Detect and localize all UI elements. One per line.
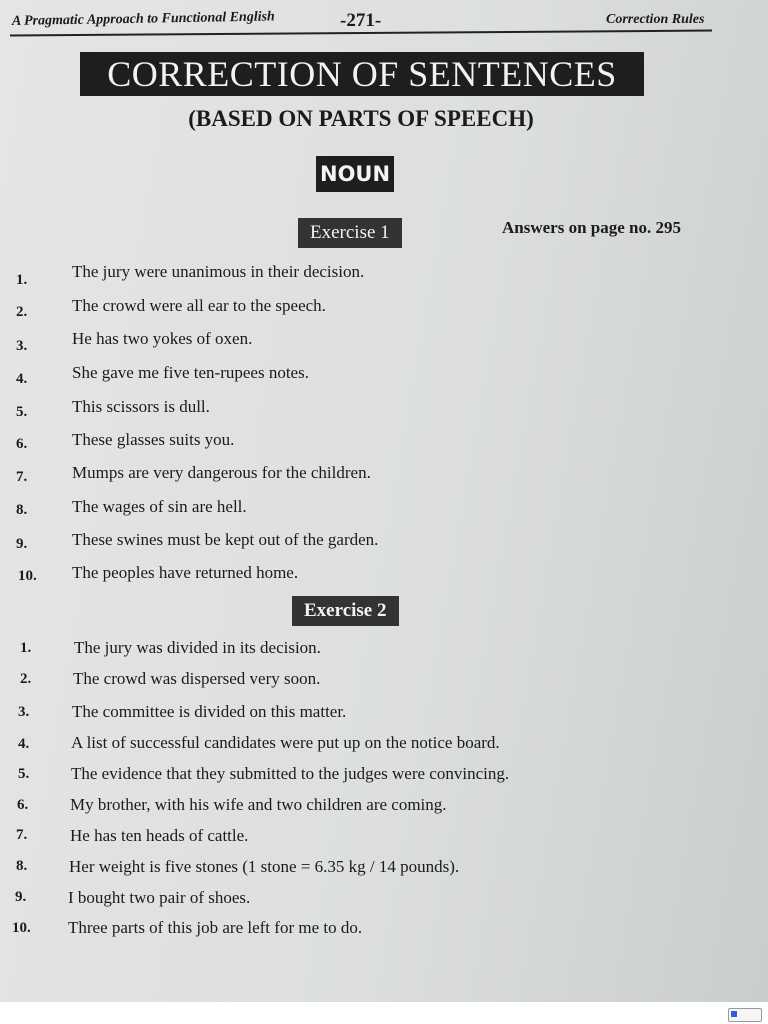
ex1-item-text: This scissors is dull. xyxy=(72,397,210,416)
ex1-item-text: Mumps are very dangerous for the children. xyxy=(72,463,371,482)
ex2-item-text: The evidence that they submitted to the judges were convincing. xyxy=(71,764,510,783)
page-subtitle: (BASED ON PARTS OF SPEECH) xyxy=(188,106,534,131)
ex2-item-text: Three parts of this job are left for me to do. xyxy=(68,918,363,937)
scanner-logo-icon xyxy=(728,1008,762,1022)
ex2-item-text: I bought two pair of shoes. xyxy=(68,888,251,907)
ex2-item-number: 8. xyxy=(16,858,28,874)
book-title: A Pragmatic Approach to Functional English xyxy=(11,9,275,29)
ex2-item-text: The committee is divided on this matter. xyxy=(72,702,347,721)
ex1-item-number: 1. xyxy=(16,272,28,288)
ex1-item-number: 3. xyxy=(16,338,28,354)
ex1-item-text: He has two yokes of oxen. xyxy=(72,329,253,348)
ex1-item-text: The jury were unanimous in their decision. xyxy=(72,262,365,281)
ex1-item-number: 6. xyxy=(16,436,28,452)
ex1-item-number: 7. xyxy=(16,469,28,485)
page-title: CORRECTION OF SENTENCES xyxy=(80,52,644,96)
ex2-item-number: 3. xyxy=(18,704,30,720)
ex2-item-number: 4. xyxy=(18,736,30,752)
ex1-item-text: The peoples have returned home. xyxy=(72,563,299,582)
ex2-item-text: Her weight is five stones (1 stone = 6.35 kg / 14 pounds). xyxy=(69,857,460,876)
answers-note: Answers on page no. 295 xyxy=(502,218,681,237)
ex1-item-number: 9. xyxy=(16,536,28,552)
ex1-item-text: She gave me five ten-rupees notes. xyxy=(72,363,309,382)
ex1-item-text: The wages of sin are hell. xyxy=(72,497,247,516)
ex2-item-number: 9. xyxy=(15,889,27,905)
ex1-item-number: 10. xyxy=(18,568,37,584)
ex2-item-number: 10. xyxy=(12,920,31,936)
ex1-item-number: 8. xyxy=(16,502,28,518)
scan-footer xyxy=(0,1002,768,1024)
ex1-item-number: 4. xyxy=(16,371,28,387)
page-number: -271- xyxy=(340,10,382,31)
ex1-item-text: These swines must be kept out of the garden. xyxy=(72,530,379,549)
ex2-item-number: 6. xyxy=(17,797,29,813)
ex1-item-number: 5. xyxy=(16,404,28,420)
ex2-item-number: 1. xyxy=(20,640,32,656)
exercise-2-heading: Exercise 2 xyxy=(292,596,399,626)
topic-badge: NOUN xyxy=(316,156,394,192)
ex2-item-number: 5. xyxy=(18,766,30,782)
ex2-item-number: 2. xyxy=(20,671,32,687)
ex2-item-text: A list of successful candidates were put up on the notice board. xyxy=(71,733,500,752)
ex1-item-text: The crowd were all ear to the speech. xyxy=(72,296,326,315)
ex1-item-number: 2. xyxy=(16,304,28,320)
ex2-item-number: 7. xyxy=(16,827,28,843)
ex2-item-text: The crowd was dispersed very soon. xyxy=(73,669,321,688)
exercise-1-heading: Exercise 1 xyxy=(298,218,402,248)
ex2-item-text: He has ten heads of cattle. xyxy=(70,826,249,845)
ex2-item-text: My brother, with his wife and two children are coming. xyxy=(70,795,447,814)
ex2-item-text: The jury was divided in its decision. xyxy=(74,638,321,657)
ex1-item-text: These glasses suits you. xyxy=(72,430,235,449)
section-title: Correction Rules xyxy=(606,12,705,27)
